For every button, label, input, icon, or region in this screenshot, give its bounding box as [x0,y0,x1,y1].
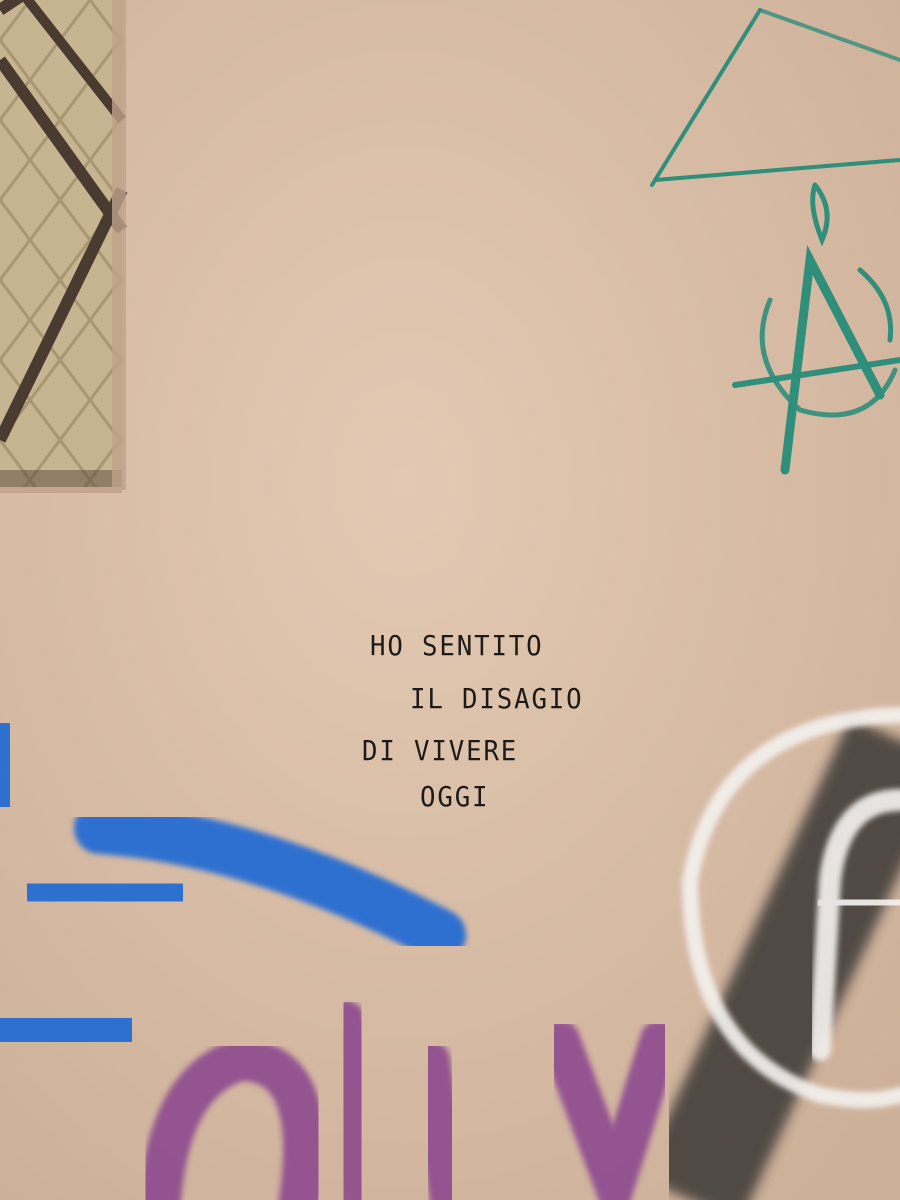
graffiti-text-line-1: HO SENTITO [370,629,544,662]
graffiti-text-line-4: OGGI [420,780,490,813]
graffiti-text-line-2: IL DISAGIO [410,682,584,715]
graffiti-text-line-3: DI VIVERE [362,734,519,767]
window-grille [0,0,126,490]
